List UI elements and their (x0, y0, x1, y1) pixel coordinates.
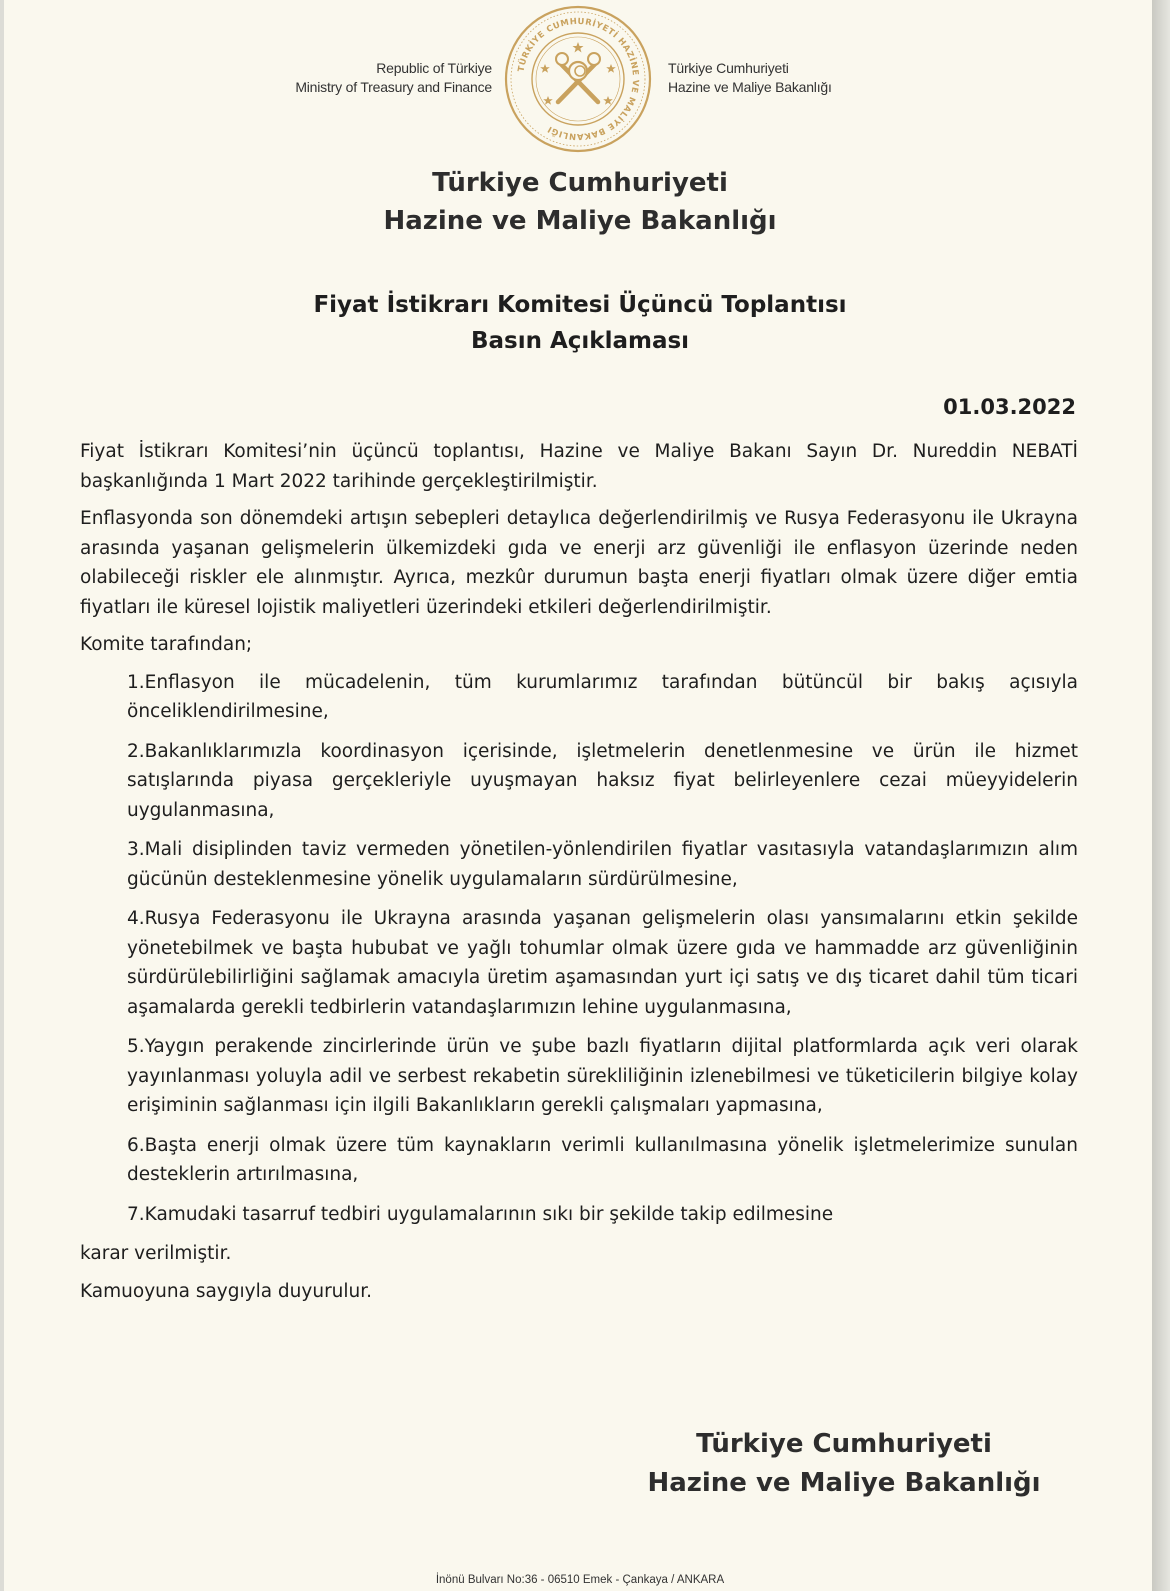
list-item (127, 668, 1078, 727)
document-date: 01.03.2022 (943, 395, 1076, 419)
closing-line: Kamuoyuna saygıyla duyurulur. (80, 1280, 373, 1302)
title-line2: Basın Açıklaması (470, 328, 690, 354)
document-heading (4, 164, 1156, 240)
list-item-text: Kamudaki tasarruf tedbiri uygulamalarının sıkı bir şekilde takip edilmesine (144, 1203, 834, 1225)
letterhead-english-line1: Republic of Türkiye (376, 60, 492, 76)
list-item-text: Bakanlıklarımızla koordinasyon içerisinde, işletmelerin denetlenmesine ve ürün ile hizmet satışlarında piyasa gerçekleriyle uyuşmayan haksız fiyat belirleyenlere cezai müeyyidelerin uygulanmasına, (127, 740, 1078, 821)
list-item-text: Yaygın perakende zincirlerinde ürün ve şube bazlı fiyatların dijital platformlarda açık veri olarak yayınlanması yoluyla adil ve serbest rekabetin sürekliliğinin izlenebilmesi ve tüketicilerin bilgiye kolay erişiminin sağlanması için ilgili Bakanlıkların gerekli çalışmaları yapmasına, (127, 1036, 1078, 1116)
document-body (80, 437, 1078, 1314)
document-title (4, 287, 1156, 359)
list-item-text: Rusya Federasyonu ile Ukrayna arasında yaşanan gelişmelerin olası yansımalarını etkin şekilde yönetebilmek ve başta hububat ve yağlı tohumlar olmak üzere gıda ve hammadde arz güvenliğinin sürdürülebilirliğini sağlamak amacıyla üretim aşamasından yurt içi satış ve dış ticaret dahil tüm ticari aşamalarda gerekli tedbirlerin vatandaşlarımızın lehine uygulanmasına, (127, 908, 1078, 1018)
list-item (127, 835, 1078, 894)
signature-line1: Türkiye Cumhuriyeti (696, 1429, 992, 1459)
ministry-seal-icon (503, 4, 653, 154)
list-item-number: 2. (127, 740, 145, 762)
list-item (127, 737, 1078, 826)
heading-line2: Hazine ve Maliye Bakanlığı (383, 206, 777, 236)
list-item-text: Başta enerji olmak üzere tüm kaynakların verimli kullanılmasına yönelik işletmelerimize sunulan desteklerin artırılmasına, (127, 1134, 1078, 1185)
list-item (127, 1032, 1078, 1121)
letterhead-english (295, 59, 492, 97)
paragraph: Fiyat İstikrarı Komitesi’nin üçüncü toplantısı, Hazine ve Maliye Bakanı Sayın Dr. Nureddin NEBATİ başkanlığında 1 Mart 2022 tarihinde gerçekleştirilmiştir. (80, 441, 1078, 492)
list-item-number: 5. (127, 1036, 145, 1057)
heading-line1: Türkiye Cumhuriyeti (432, 168, 728, 198)
closing-line: karar verilmiştir. (80, 1243, 232, 1264)
letterhead-english-line2: Ministry of Treasury and Finance (295, 79, 492, 95)
list-item-number: 7. (127, 1203, 145, 1225)
list-item-text: Enflasyon ile mücadelenin, tüm kurumlarımız tarafından bütüncül bir bakış açısıyla önceliklendirilmesine, (127, 671, 1078, 722)
list-item-number: 3. (127, 839, 145, 860)
letterhead (4, 0, 1152, 160)
signature-block (564, 1425, 1124, 1503)
paragraph: Komite tarafından; (80, 634, 253, 655)
decision-list (80, 668, 1078, 1230)
svg-text:TÜRKİYE CUMHURİYETİ HAZİNE VE: TÜRKİYE CUMHURİYETİ HAZİNE VE MALİYE BAKANLIĞI (515, 15, 642, 143)
list-item (127, 904, 1078, 1022)
document-page (4, 0, 1152, 1591)
page-edge (1152, 0, 1170, 1591)
list-item-number: 6. (127, 1134, 145, 1156)
list-item-text: Mali disiplinden taviz vermeden yönetilen-yönlendirilen fiyatlar vasıtasıyla vatandaşlarımızın alım gücünün desteklenmesine yönelik uygulamaların sürdürülmesine, (127, 839, 1078, 890)
footer-address: İnönü Bulvarı No:36 - 06510 Emek - Çankaya / ANKARA (435, 1574, 725, 1586)
list-item-number: 1. (127, 671, 145, 693)
letterhead-turkish-line1: Türkiye Cumhuriyeti (668, 60, 789, 76)
list-item (127, 1131, 1078, 1190)
letterhead-turkish (668, 59, 832, 97)
letterhead-turkish-line2: Hazine ve Maliye Bakanlığı (668, 79, 832, 95)
list-item-number: 4. (127, 908, 145, 929)
paragraph: Enflasyonda son dönemdeki artışın sebepleri detaylıca değerlendirilmiş ve Rusya Federasyonu ile Ukrayna arasında yaşanan gelişmelerin ülkemizdeki gıda ve enerji arz güvenliği ile enflasyon üzerinde neden olabileceği riskler ele alınmıştır. Ayrıca, mezkûr durumun başta enerji fiyatları olmak üzere diğer emtia fiyatları ile küresel lojistik maliyetleri üzerindeki etkileri değerlendirilmiştir. (80, 508, 1078, 618)
signature-line2: Hazine ve Maliye Bakanlığı (647, 1468, 1041, 1498)
list-item (127, 1200, 1078, 1230)
title-line1: Fiyat İstikrarı Komitesi Üçüncü Toplantısı (313, 292, 847, 318)
